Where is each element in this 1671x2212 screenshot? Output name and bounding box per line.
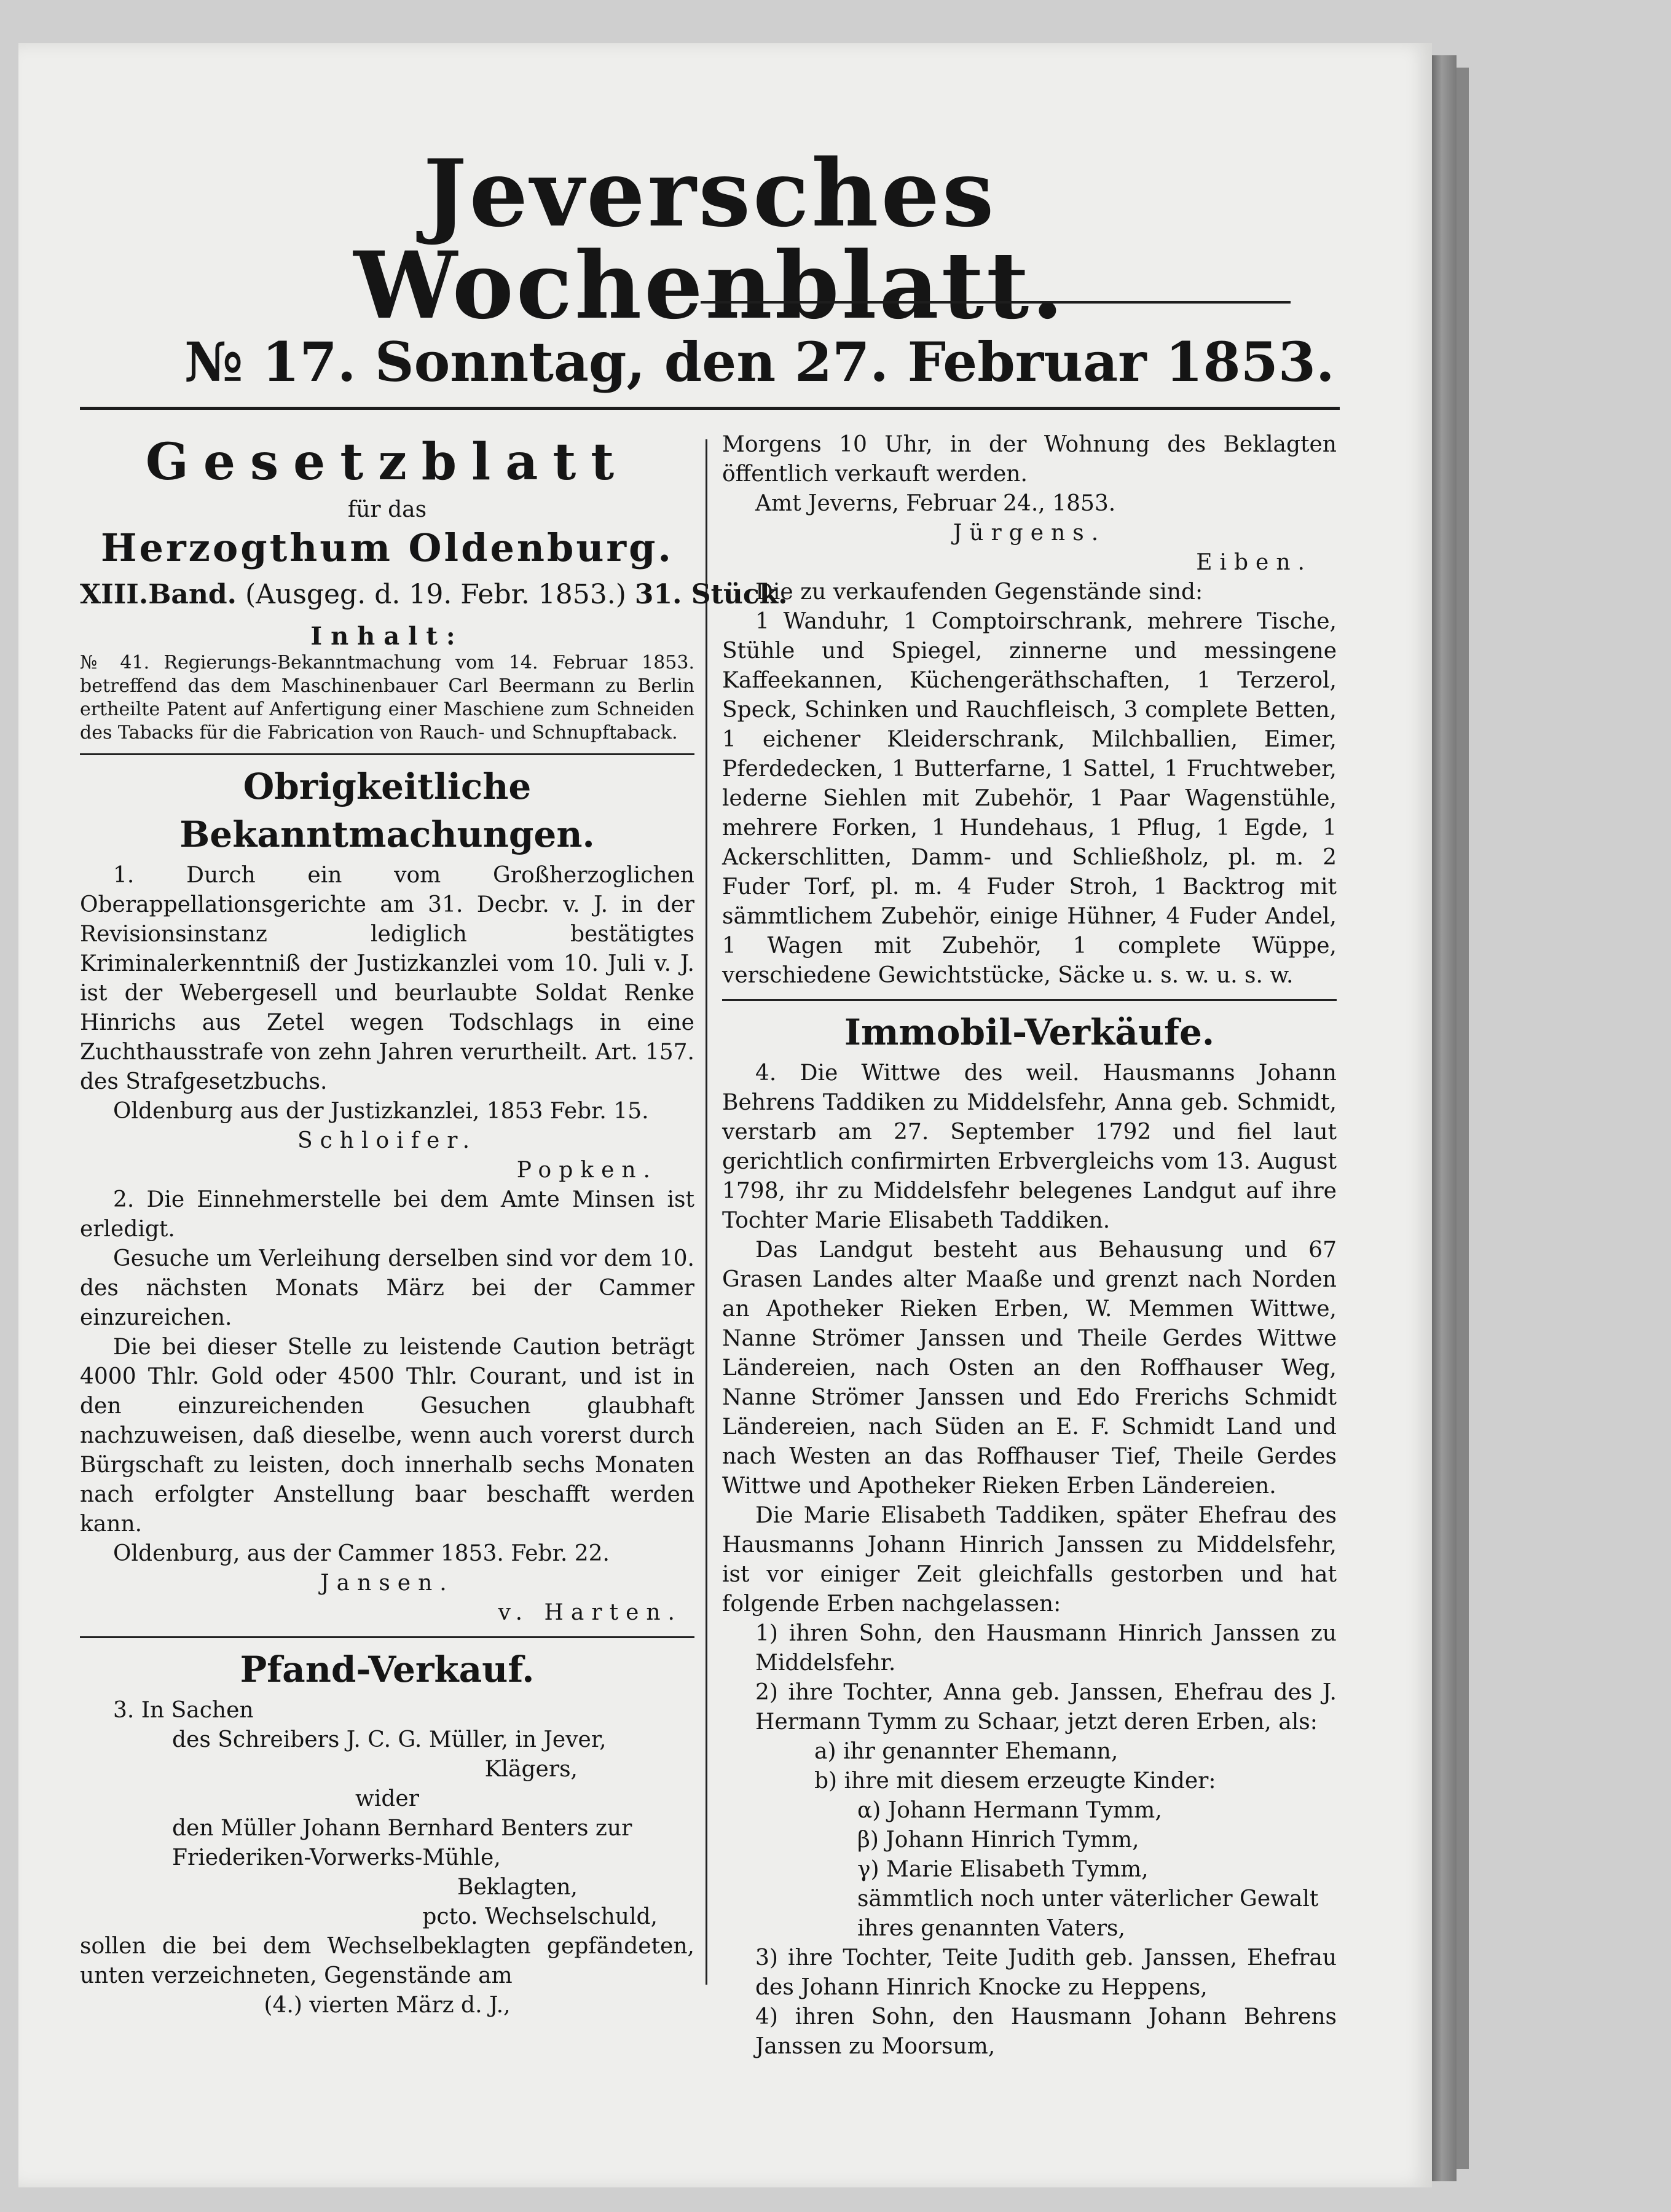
section-rule bbox=[80, 1636, 694, 1638]
notice-2-signature: Jansen. bbox=[320, 1571, 454, 1596]
issue-line: № 17. Sonntag, den 27. Februar 1853. bbox=[184, 330, 1335, 394]
pfand-line-9: sollen die bei dem Wechselbeklagten gepfändeten, unten verzeichneten, Gegenstände am bbox=[80, 1934, 694, 1988]
pfand-line-10: (4.) vierten März d. J., bbox=[264, 1993, 511, 2018]
band-stueck: 31. Stück. bbox=[634, 579, 788, 610]
gesetzblatt-title: Gesetzblatt bbox=[145, 433, 629, 492]
pfand-place: Amt Jeverns, Februar 24., 1853. bbox=[755, 491, 1116, 516]
left-column bbox=[80, 430, 788, 2020]
notice-2: 2. Die Einnehmerstelle bei dem Amte Minsen ist erledigt. bbox=[80, 1187, 694, 1242]
pfand-line-3: Klägers, bbox=[484, 1757, 578, 1782]
pfand-line-1: 3. In Sachen bbox=[113, 1698, 254, 1723]
pfand-line-6: Friederiken-Vorwerks-Mühle, bbox=[172, 1845, 501, 1870]
heir-2b-alpha: α) Johann Hermann Tymm, bbox=[857, 1798, 1162, 1823]
immobil-p3: Die Marie Elisabeth Taddiken, später Ehefrau des Hausmanns Johann Hinrich Janssen zu Middelsfehr, ist vor einiger Zeit gleichfalls gestorben und hat folgende Erben nachgelassen: bbox=[722, 1503, 1337, 1617]
band-line bbox=[80, 576, 788, 613]
herzogthum-title: Herzogthum Oldenburg. bbox=[100, 525, 674, 570]
immobil-p1: 4. Die Wittwe des weil. Hausmanns Johann Behrens Taddiken zu Middelsfehr, Anna geb. Schmidt, verstarb am 27. September 1792 und fiel laut gerichtlich confirmirten Erbvergleichs vom 13. August 1798, ihr zu Middelsfehr belegenes Landgut auf ihre Tochter Marie Elisabeth Taddiken. bbox=[722, 1061, 1337, 1233]
heir-2b-beta: β) Johann Hinrich Tymm, bbox=[857, 1827, 1139, 1853]
gesetzblatt-entry: № 41. Regierungs-Bekanntmachung vom 14. Februar 1853. betreffend das dem Maschinenbauer Carl Beermann zu Berlin ertheilte Patent auf Anfertigung einer Maschiene zum Schneiden des Tabacks für die Fabrication von Rauch- und Schnupftaback. bbox=[80, 652, 694, 743]
masthead-title: Jeversches Wochenblatt. bbox=[353, 139, 1066, 340]
heir-2b-note: sämmtlich noch unter väterlicher Gewalt ihres genannten Vaters, bbox=[857, 1886, 1319, 1941]
notice-1: 1. Durch ein vom Großherzoglichen Oberappellationsgerichte am 31. Decbr. v. J. in der Revisionsinstanz lediglich bestätigtes Kriminalerkenntniß der Justizkanzlei vom 10. Juli v. J. ist der Webergesell und beurlaubte Soldat Renke Hinrichs aus Zetel wegen Todschlags in eine Zuchthausstrafe von zehn Jahren verurtheilt. Art. 157. des Strafgesetzbuchs. bbox=[80, 863, 694, 1094]
items-intro: Die zu verkaufenden Gegenstände sind: bbox=[755, 579, 1203, 605]
notice-2-place: Oldenburg, aus der Cammer 1853. Febr. 22. bbox=[113, 1541, 610, 1566]
pfand-line-4: wider bbox=[355, 1786, 419, 1811]
section-rule bbox=[722, 999, 1337, 1001]
header-rule bbox=[80, 407, 1340, 410]
section-rule bbox=[80, 753, 694, 755]
band-prefix: XIII. bbox=[80, 579, 149, 610]
right-column bbox=[722, 430, 1337, 2061]
pfand-continuation: Morgens 10 Uhr, in der Wohnung des Beklagten öffentlich verkauft werden. bbox=[722, 432, 1337, 487]
notice-1-signature-2: Popken. bbox=[516, 1158, 658, 1183]
pfand-signature-2: Eiben. bbox=[1196, 550, 1312, 575]
column-divider bbox=[706, 439, 707, 1985]
book-edge-inner bbox=[1457, 68, 1469, 2169]
fuer-das: für das bbox=[347, 497, 427, 522]
items-list: 1 Wanduhr, 1 Comptoirschrank, mehrere Tische, Stühle und Spiegel, zinnerne und messingene Kaffeekannen, Küchengeräthschaften, 1 Terzerol, Speck, Schinken und Rauchfleisch, 3 complete Betten, 1 eichener Kleiderschrank, Milchballien, Eimer, Pferdedecken, 1 Butterfarne, 1 Sattel, 1 Fruchtweber, lederne Siehlen mit Zubehör, 1 Paar Wagenstühle, mehrere Forken, 1 Hundehaus, 1 Pflug, 1 Egde, 1 Ackerschlitten, Damm- und Schließholz, pl. m. 2 Fuder Torf, pl. m. 4 Fuder Stroh, 1 Backtrog mit sämmtlichem Zubehör, einige Hühner, 4 Fuder Andel, 1 Wagen mit Zubehör, 1 complete Wüppe, verschiedene Gewichtstücke, Säcke u. s. w. u. s. w. bbox=[722, 609, 1337, 988]
pfand-line-8: pcto. Wechselschuld, bbox=[422, 1904, 658, 1929]
masthead-rule bbox=[701, 301, 1291, 304]
notice-2-p2: Gesuche um Verleihung derselben sind vor dem 10. des nächsten Monats März bei der Cammer einzureichen. bbox=[80, 1246, 694, 1330]
heir-2a: a) ihr genannter Ehemann, bbox=[814, 1739, 1119, 1764]
pfand-line-7: Beklagten, bbox=[457, 1875, 578, 1900]
band-middle: (Ausgeg. d. 19. Febr. 1853.) bbox=[245, 579, 626, 610]
inhalt-heading: Inhalt: bbox=[310, 622, 464, 651]
pfand-signature-1: Jürgens. bbox=[953, 520, 1106, 546]
heir-2: 2) ihre Tochter, Anna geb. Janssen, Ehefrau des J. Hermann Tymm zu Schaar, jetzt deren Erben, als: bbox=[755, 1680, 1337, 1735]
band-word: Band. bbox=[148, 579, 237, 610]
notice-1-place: Oldenburg aus der Justizkanzlei, 1853 Febr. 15. bbox=[113, 1099, 649, 1124]
notice-2-p3: Die bei dieser Stelle zu leistende Caution beträgt 4000 Thlr. Gold oder 4500 Thlr. Courant, und ist in den einzureichenden Gesuchen glaubhaft nachzuweisen, daß dieselbe, wenn auch vorerst durch Bürgschaft zu leisten, doch innerhalb sechs Monaten nach erfolgter Anstellung baar beschafft werden kann. bbox=[80, 1335, 694, 1537]
immobil-title: Immobil-Verkäufe. bbox=[844, 1011, 1215, 1053]
notice-1-signature: Schloifer. bbox=[297, 1128, 478, 1153]
immobil-p2: Das Landgut besteht aus Behausung und 67 Grasen Landes alter Maaße und grenzt nach Norden an Apotheker Rieken Erben, W. Memmen Wittwe, Nanne Strömer Janssen und Theile Gerdes Wittwe Ländereien, nach Osten an den Roffhauser Weg, Nanne Strömer Janssen und Edo Frerichs Schmidt Ländereien, nach Süden an E. F. Schmidt Land und nach Westen an das Roffhauser Tief, Theile Gerdes Wittwe und Apotheker Rieken Erben Ländereien. bbox=[722, 1237, 1337, 1499]
heir-4: 4) ihren Sohn, den Hausmann Johann Behrens Janssen zu Moorsum, bbox=[755, 2004, 1337, 2059]
book-edge bbox=[1432, 55, 1457, 2181]
heir-1: 1) ihren Sohn, den Hausmann Hinrich Janssen zu Middelsfehr. bbox=[755, 1621, 1337, 1676]
notice-2-signature-2: v. Harten. bbox=[498, 1600, 682, 1625]
pfand-line-5: den Müller Johann Bernhard Benters zur bbox=[172, 1816, 632, 1841]
heir-3: 3) ihre Tochter, Teite Judith geb. Janssen, Ehefrau des Johann Hinrich Knocke zu Heppens, bbox=[755, 1945, 1337, 2000]
obrigkeitliche-title: Obrigkeitliche Bekanntmachungen. bbox=[179, 766, 595, 855]
pfand-title: Pfand-Verkauf. bbox=[240, 1649, 535, 1690]
heir-2b: b) ihre mit diesem erzeugte Kinder: bbox=[814, 1768, 1216, 1794]
heir-2b-gamma: γ) Marie Elisabeth Tymm, bbox=[857, 1857, 1149, 1882]
pfand-line-2: des Schreibers J. C. G. Müller, in Jever, bbox=[172, 1727, 607, 1752]
